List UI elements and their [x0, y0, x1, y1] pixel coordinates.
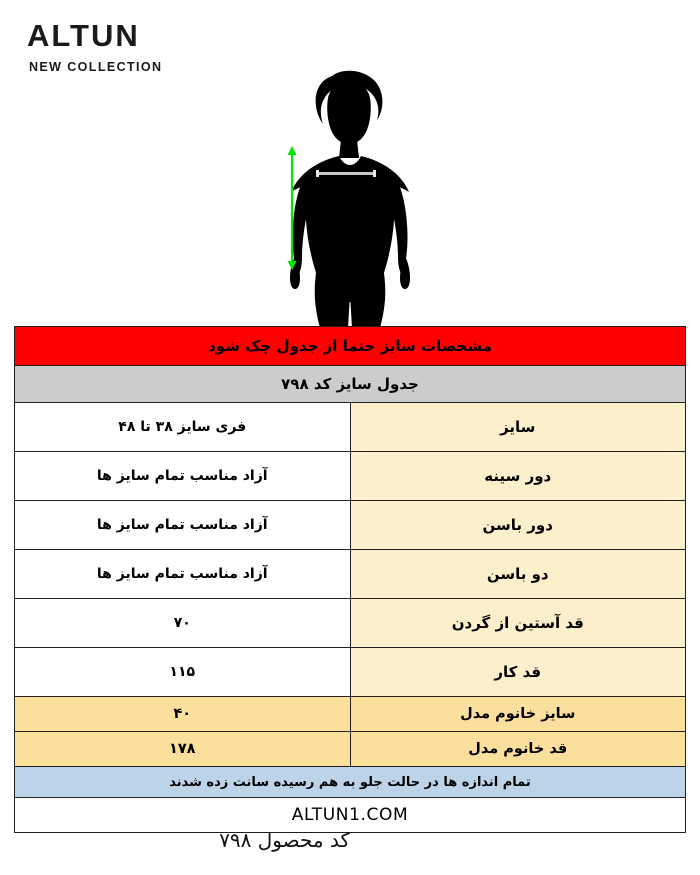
row-value: ۷۰ — [15, 599, 351, 648]
table-note-row — [15, 767, 686, 798]
table-row — [15, 599, 686, 648]
chest-measure-line-icon — [316, 172, 376, 175]
brand-name: ALTUN — [27, 18, 140, 53]
row-label: دور باسن — [350, 501, 686, 550]
row-value: آزاد مناسب تمام سایز ها — [15, 550, 351, 599]
size-chart-table — [14, 326, 686, 833]
row-value: ۱۷۸ — [15, 732, 351, 767]
row-value: آزاد مناسب تمام سایز ها — [15, 501, 351, 550]
height-double-arrow-icon — [286, 146, 298, 270]
size-check-banner: مشخصات سایز حتما از جدول چک شود — [15, 327, 686, 366]
row-label: قد خانوم مدل — [350, 732, 686, 767]
website-url: ALTUN1.COM — [15, 798, 686, 833]
table-row-model — [15, 732, 686, 767]
table-row — [15, 550, 686, 599]
row-label: قد آستین از گردن — [350, 599, 686, 648]
table-subheader-row — [15, 366, 686, 403]
row-value: آزاد مناسب تمام سایز ها — [15, 452, 351, 501]
row-label: سایز خانوم مدل — [350, 697, 686, 732]
table-row — [15, 648, 686, 697]
row-label: سایز — [350, 403, 686, 452]
table-banner-row — [15, 327, 686, 366]
size-chart-table-wrapper — [14, 326, 686, 833]
table-row-model — [15, 697, 686, 732]
row-label: دور سینه — [350, 452, 686, 501]
brand-tagline: NEW COLLECTION — [29, 60, 163, 74]
table-row — [15, 501, 686, 550]
row-value: ۱۱۵ — [15, 648, 351, 697]
row-label: دو باسن — [350, 550, 686, 599]
row-label: قد کار — [350, 648, 686, 697]
model-figure-area — [0, 0, 700, 326]
row-value: ۴۰ — [15, 697, 351, 732]
table-row — [15, 452, 686, 501]
product-code-label: کد محصول ۷۹۸ — [219, 828, 350, 852]
table-title: جدول سایز کد ۷۹۸ — [15, 366, 686, 403]
table-row — [15, 403, 686, 452]
measurement-note: تمام اندازه ها در حالت جلو به هم رسیده سانت زده شدند — [15, 767, 686, 798]
row-value: فری سایز ۳۸ تا ۴۸ — [15, 403, 351, 452]
